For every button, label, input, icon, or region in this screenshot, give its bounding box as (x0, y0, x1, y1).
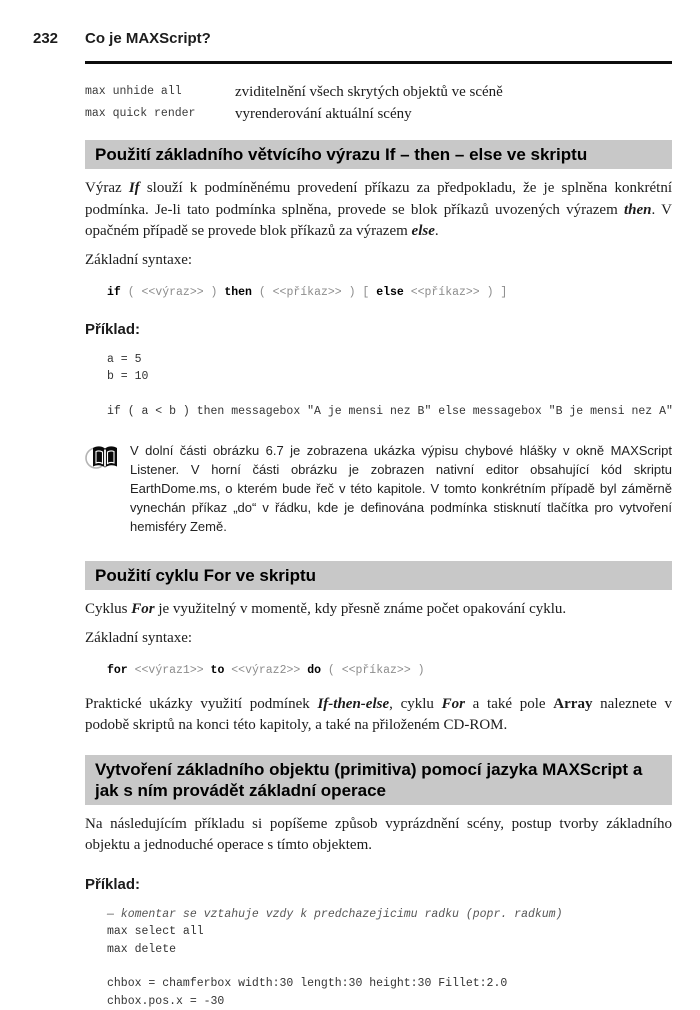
note-text: V dolní části obrázku 6.7 je zobrazena ukázka výpisu chybové hlášky v okně MAXScript Listener. V horní části obrázku je zobrazen nativní editor obsahující kód skriptu EarthDome.ms, o kterém bude řeč v této kapitole. V tomto konkrétním případě byl záměrně vynechán příkaz „do“ v řádku, kde je definována podmínka stisknutí tlačítka pro vytvoření hemisféry Země. (130, 441, 672, 536)
code-line: chbox = chamferbox width:30 length:30 height:30 Fillet:2.0 (107, 975, 672, 993)
code-comment-line: — komentar se vztahuje vzdy k predchazejicimu radku (popr. radkum) (107, 906, 672, 924)
section-heading-for: Použití cyklu For ve skriptu (85, 561, 672, 590)
command-cell: max unhide all (85, 81, 235, 103)
text-run: Výraz (85, 180, 129, 196)
table-row (85, 103, 672, 125)
code-meta: ( <<příkaz>> ) (321, 664, 425, 677)
keyword-if-then-else: If-then-else (317, 696, 389, 712)
paragraph-create-intro: Na následujícím příkladu si popíšeme způsob vyprázdnění scény, postup tvorby základního objektu a jednoduché operace s tímto objektem. (85, 814, 672, 857)
code-line: max delete (107, 941, 672, 959)
page-content (85, 81, 672, 1010)
example-label: Příklad: (85, 321, 672, 338)
paragraph-for-intro (85, 599, 672, 621)
keyword-for: For (442, 696, 465, 712)
code-line: if ( a < b ) then messagebox "A je mensi nez B" else messagebox "B je mensi nez A" (107, 403, 672, 421)
text-run: slouží k podmíněnému provedení příkazu za předpokladu, že je splněna konkrétní podmínka. Je-li tato podmínka splněna, provede se blok příkazů uvozených výrazem (85, 180, 672, 218)
syntax-label: Základní syntaxe: (85, 250, 672, 272)
code-keyword: do (307, 664, 321, 677)
text-run: , cyklu (389, 696, 442, 712)
code-blank-line (107, 386, 672, 403)
code-keyword: for (107, 664, 128, 677)
command-table (85, 81, 672, 125)
code-line: a = 5 (107, 351, 672, 369)
text-run: Praktické ukázky využití podmínek (85, 696, 317, 712)
spacer (85, 536, 672, 546)
text-run: . (435, 223, 439, 239)
page-number: 232 (33, 30, 58, 47)
code-example-create (107, 906, 672, 1010)
code-keyword: to (211, 664, 225, 677)
keyword-if: If (129, 180, 140, 196)
running-head (0, 30, 700, 52)
code-syntax-for (107, 662, 672, 680)
code-blank-line (107, 958, 672, 975)
syntax-label: Základní syntaxe: (85, 628, 672, 650)
code-line: b = 10 (107, 368, 672, 386)
text-run: Cyklus (85, 601, 131, 617)
text-run: a také pole (465, 696, 553, 712)
code-keyword: if (107, 286, 121, 299)
text-run: . V opačném případě se provede blok příkazů za výrazem (85, 202, 672, 240)
section-heading-create: Vytvoření základního objektu (primitiva) pomocí jazyka MAXScript a jak s ním provádět základní operace (85, 755, 672, 805)
paragraph-for-outro (85, 694, 672, 737)
page-title: Co je MAXScript? (85, 30, 211, 47)
keyword-else: else (412, 223, 435, 239)
code-keyword: then (224, 286, 252, 299)
open-book-icon (85, 441, 130, 536)
command-cell: max quick render (85, 103, 235, 125)
note-block (85, 441, 672, 536)
code-meta: <<příkaz>> ) ] (404, 286, 508, 299)
section-heading-if: Použití základního větvícího výrazu If – then – else ve skriptu (85, 140, 672, 169)
description-cell: vyrenderování aktuální scény (235, 103, 412, 125)
code-meta: <<výraz2>> (224, 664, 307, 677)
code-keyword: else (376, 286, 404, 299)
header-rule (85, 61, 672, 64)
keyword-for: For (131, 601, 154, 617)
code-meta: ( <<příkaz>> ) [ (252, 286, 376, 299)
code-meta: ( <<výraz>> ) (121, 286, 225, 299)
keyword-then: then (624, 202, 652, 218)
code-example-if (107, 351, 672, 421)
keyword-array: Array (553, 696, 592, 712)
example-label: Příklad: (85, 876, 672, 893)
code-line: max select all (107, 923, 672, 941)
text-run: naleznete v podobě skriptů na konci této kapitoly, a také na přiloženém CD-ROM. (85, 696, 672, 734)
code-syntax-if (107, 284, 672, 302)
code-meta: <<výraz1>> (128, 664, 211, 677)
text-run: je využitelný v momentě, kdy přesně známe počet opakování cyklu. (155, 601, 567, 617)
paragraph-if-intro (85, 178, 672, 243)
description-cell: zviditelnění všech skrytých objektů ve scéně (235, 81, 503, 103)
table-row (85, 81, 672, 103)
code-line: chbox.pos.x = -30 (107, 993, 672, 1010)
